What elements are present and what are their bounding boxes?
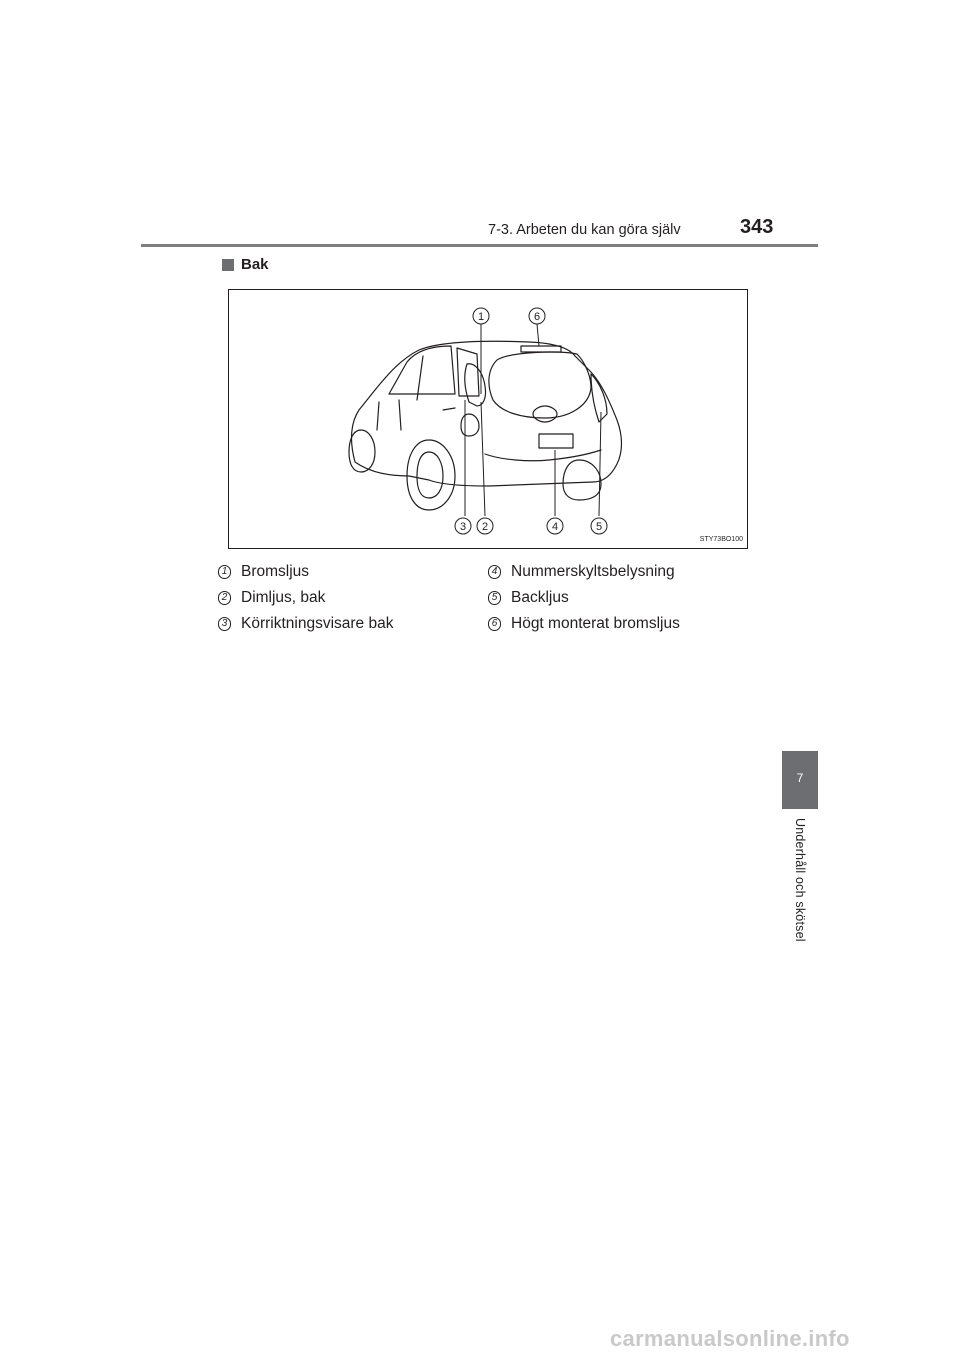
side-windows [389,346,455,394]
legend-item-2 [218,589,325,607]
legend-number-badge: 1 [218,565,231,579]
left-rear-lamp [465,364,486,406]
square-bullet-icon [222,259,234,271]
legend-number-badge: 5 [488,591,501,605]
legend-item-3 [218,615,393,633]
right-rear-lamp [591,374,607,422]
legend-label: Dimljus, bak [241,589,326,606]
left-wheel [407,440,455,510]
chapter-number: 7 [796,771,804,785]
callout-2-label: 2 [481,521,489,533]
callout-line-2 [481,402,485,516]
header-section-title: 7-3. Arbeten du kan göra själv [488,222,681,238]
car-body-outline [352,341,622,486]
legend-label: Körriktningsvisare bak [241,615,394,632]
legend-label: Nummerskyltsbelysning [511,563,675,580]
legend-number-badge: 3 [218,617,231,631]
rear-window [489,352,591,418]
callout-1-label: 1 [477,311,485,323]
chapter-tab[interactable] [782,751,818,809]
page-number: 343 [740,216,774,238]
legend-number-badge: 6 [488,617,501,631]
legend-label: Backljus [511,589,569,606]
car-rear-drawing [229,290,749,550]
legend-item-5 [488,589,569,607]
legend-item-1 [218,563,309,581]
callout-3-label: 3 [459,521,467,533]
high-brake-light [521,346,561,352]
car-rear-illustration [228,289,748,549]
header-divider [141,244,818,247]
section-heading [222,256,269,273]
callout-6-label: 6 [533,311,541,323]
rear-emblem [533,406,557,422]
legend-label: Högt monterat bromsljus [511,615,680,632]
section-heading-text: Bak [241,256,269,273]
callout-5-label: 5 [595,521,603,533]
callout-4-label: 4 [551,521,559,533]
chapter-label: Underhåll och skötsel [793,818,807,942]
callout-line-5 [599,412,601,516]
legend-item-4 [488,563,675,581]
license-plate [539,434,573,448]
legend-label: Bromsljus [241,563,310,580]
right-wheel [563,460,601,500]
figure-code: STY73BO100 [699,536,743,543]
legend-item-6 [488,615,680,633]
legend-number-badge: 2 [218,591,231,605]
watermark: carmanualsonline.info [610,1326,850,1351]
legend-number-badge: 4 [488,565,501,579]
